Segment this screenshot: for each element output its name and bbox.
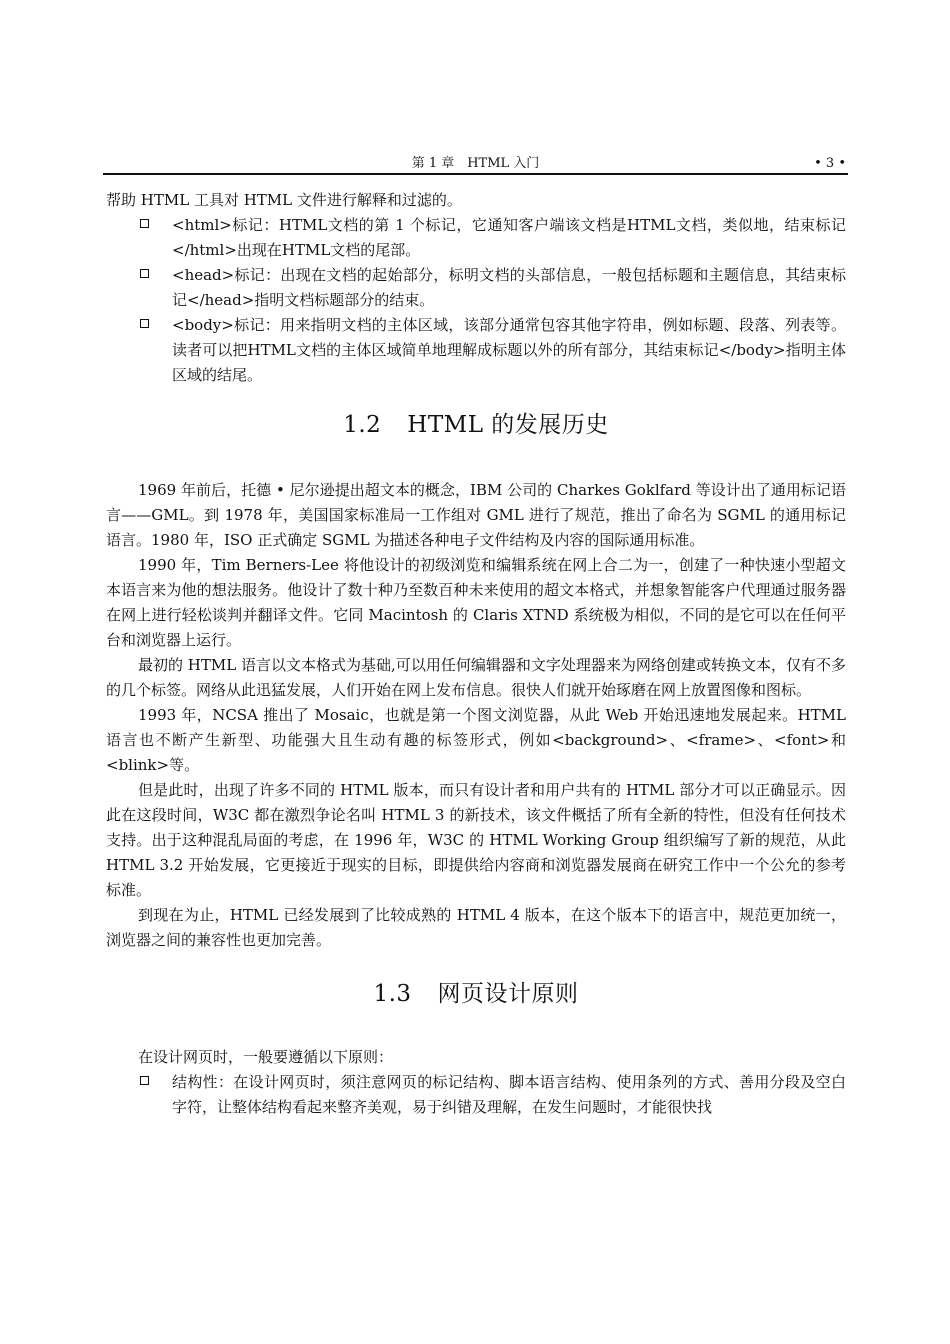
continuation-paragraph: 帮助 HTML 工具对 HTML 文件进行解释和过滤的。 (106, 191, 462, 209)
list-item (106, 1070, 846, 1120)
section-title: 网页设计原则 (437, 981, 579, 1007)
list-item (106, 263, 846, 313)
body-paragraph: 但是此时，出现了许多不同的 HTML 版本，而只有设计者和用户共有的 HTML 部分才可以正确显示。因此在这段时间，W3C 都在激烈争论名叫 HTML 3 的新技术，该文件概括了所有全新的特性，但没有任何技术支持。出于这种混乱局面的考虑，在 1996 年，W3C 的 HTML Working Group 组织编写了新的规范，从此 HTML 3.2 开始发展，它更接近于现实的目标，即提供给内容商和浏览器发展商在研究工作中一个公允的参考标准。 (106, 781, 846, 899)
page-body (106, 188, 846, 1120)
section-number: 1.2 (343, 412, 382, 438)
checkbox-bullet-icon (140, 269, 149, 278)
body-paragraph: 最初的 HTML 语言以文本格式为基础,可以用任何编辑器和文字处理器来为网络创建或转换文本，仅有不多的几个标签。网络从此迅猛发展，人们开始在网上发布信息。很快人们就开始琢磨在网上放置图像和图标。 (106, 656, 846, 699)
body-paragraph: 1969 年前后，托德 • 尼尔逊提出超文本的概念，IBM 公司的 Charkes Goklfard 等设计出了通用标记语言——GML。到 1978 年，美国国家标准局一工作组对 GML 进行了规范，推出了命名为 SGML 的通用标记语言。1980 年，ISO 正式确定 SGML 为描述各种电子文件结构及内容的国际通用标准。 (106, 481, 846, 549)
body-paragraph: 在设计网页时，一般要遵循以下原则： (138, 1048, 394, 1066)
list-item-text: <body>标记：用来指明文档的主体区域，该部分通常包容其他字符串，例如标题、段落、列表等。读者可以把HTML文档的主体区域简单地理解成标题以外的所有部分，其结束标记</body>指明主体区域的结尾。 (172, 316, 846, 384)
chapter-title: 第 1 章 HTML 入门 (411, 156, 540, 171)
body-paragraph: 1993 年，NCSA 推出了 Mosaic，也就是第一个图文浏览器，从此 Web 开始迅速地发展起来。HTML 语言也不断产生新型、功能强大且生动有趣的标签形式，例如<background>、<frame>、<font>和<blink>等。 (106, 706, 846, 774)
section-number: 1.3 (373, 981, 412, 1007)
checkbox-bullet-icon (140, 219, 149, 228)
list-item (106, 313, 846, 388)
running-header (103, 155, 848, 173)
list-item (106, 213, 846, 263)
section-heading-1-2 (106, 410, 846, 440)
section-title: HTML 的发展历史 (407, 412, 609, 438)
list-item-text: 结构性：在设计网页时，须注意网页的标记结构、脚本语言结构、使用条列的方式、善用分段及空白字符，让整体结构看起来整齐美观，易于纠错及理解，在发生问题时，才能很快找 (172, 1073, 846, 1116)
section-heading-1-3 (106, 979, 846, 1009)
list-item-text: <html>标记：HTML文档的第 1 个标记，它通知客户端该文档是HTML文档，类似地，结束标记</html>出现在HTML文档的尾部。 (172, 216, 846, 259)
body-paragraph: 到现在为止，HTML 已经发展到了比较成熟的 HTML 4 版本，在这个版本下的语言中，规范更加统一，浏览器之间的兼容性也更加完善。 (106, 906, 846, 949)
list-item-text: <head>标记：出现在文档的起始部分，标明文档的头部信息，一般包括标题和主题信息，其结束标记</head>指明文档标题部分的结束。 (172, 266, 846, 309)
page-number: • 3 • (814, 156, 846, 171)
checkbox-bullet-icon (140, 1076, 149, 1085)
checkbox-bullet-icon (140, 319, 149, 328)
body-paragraph: 1990 年，Tim Berners-Lee 将他设计的初级浏览和编辑系统在网上合二为一，创建了一种快速小型超文本语言来为他的想法服务。他设计了数十种乃至数百种未来使用的超文本格式，并想象智能客户代理通过服务器在网上进行轻松谈判并翻译文件。它同 Macintosh 的 Claris XTND 系统极为相似，不同的是它可以在任何平台和浏览器上运行。 (106, 556, 846, 649)
header-rule (103, 173, 848, 175)
